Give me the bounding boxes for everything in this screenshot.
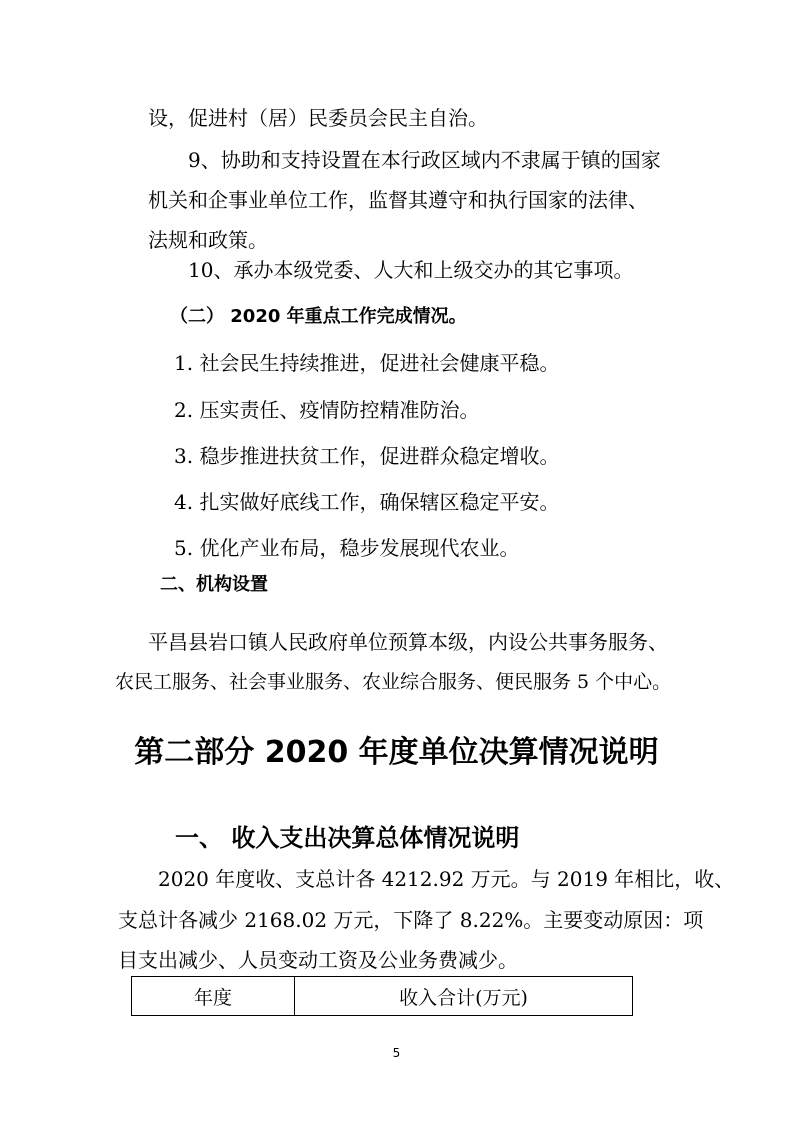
key-work-item-4: 4. 扎实做好底线工作，确保辖区稳定平安。	[174, 490, 560, 514]
item-10: 10、承办本级党委、人大和上级交办的其它事项。	[188, 258, 634, 282]
table-header-income-total: 收入合计(万元)	[295, 977, 633, 1016]
institution-line-2: 农民工服务、社会事业服务、农业综合服务、便民服务 5 个中心。	[115, 671, 672, 693]
key-work-item-5: 5. 优化产业布局，稳步发展现代农业。	[174, 536, 520, 560]
summary-heading: 一、 收入支出决算总体情况说明	[175, 824, 520, 852]
item-9-line-3: 法规和政策。	[148, 228, 268, 252]
summary-table	[131, 976, 633, 1016]
summary-line-2: 支总计各减少 2168.02 万元，下降了 8.22%。主要变动原因：项	[118, 908, 704, 932]
key-work-heading: （二） 2020 年重点工作完成情况。	[170, 306, 467, 327]
key-work-item-2: 2. 压实责任、疫情防控精准防治。	[174, 398, 480, 422]
key-work-item-3: 3. 稳步推进扶贫工作，促进群众稳定增收。	[174, 444, 560, 468]
key-work-item-1: 1. 社会民生持续推进，促进社会健康平稳。	[174, 351, 560, 375]
item-9-line-2: 机关和企事业单位工作，监督其遵守和执行国家的法律、	[148, 188, 648, 212]
part-2-title: 第二部分 2020 年度单位决算情况说明	[134, 735, 659, 770]
table-header-row	[132, 977, 633, 1016]
summary-line-1: 2020 年度收、支总计各 4212.92 万元。与 2019 年相比，收、	[158, 867, 735, 891]
institution-line-1: 平昌县岩口镇人民政府单位预算本级，内设公共事务服务、	[148, 630, 668, 654]
summary-line-3: 目支出减少、人员变动工资及公业务费减少。	[118, 948, 518, 972]
table-header-year: 年度	[132, 977, 295, 1016]
institution-heading: 二、机构设置	[160, 574, 268, 595]
page-number: 5	[392, 1046, 401, 1060]
item-9-line-1: 9、协助和支持设置在本行政区域内不隶属于镇的国家	[188, 148, 661, 172]
body-line-1: 设，促进村（居）民委员会民主自治。	[148, 106, 488, 130]
